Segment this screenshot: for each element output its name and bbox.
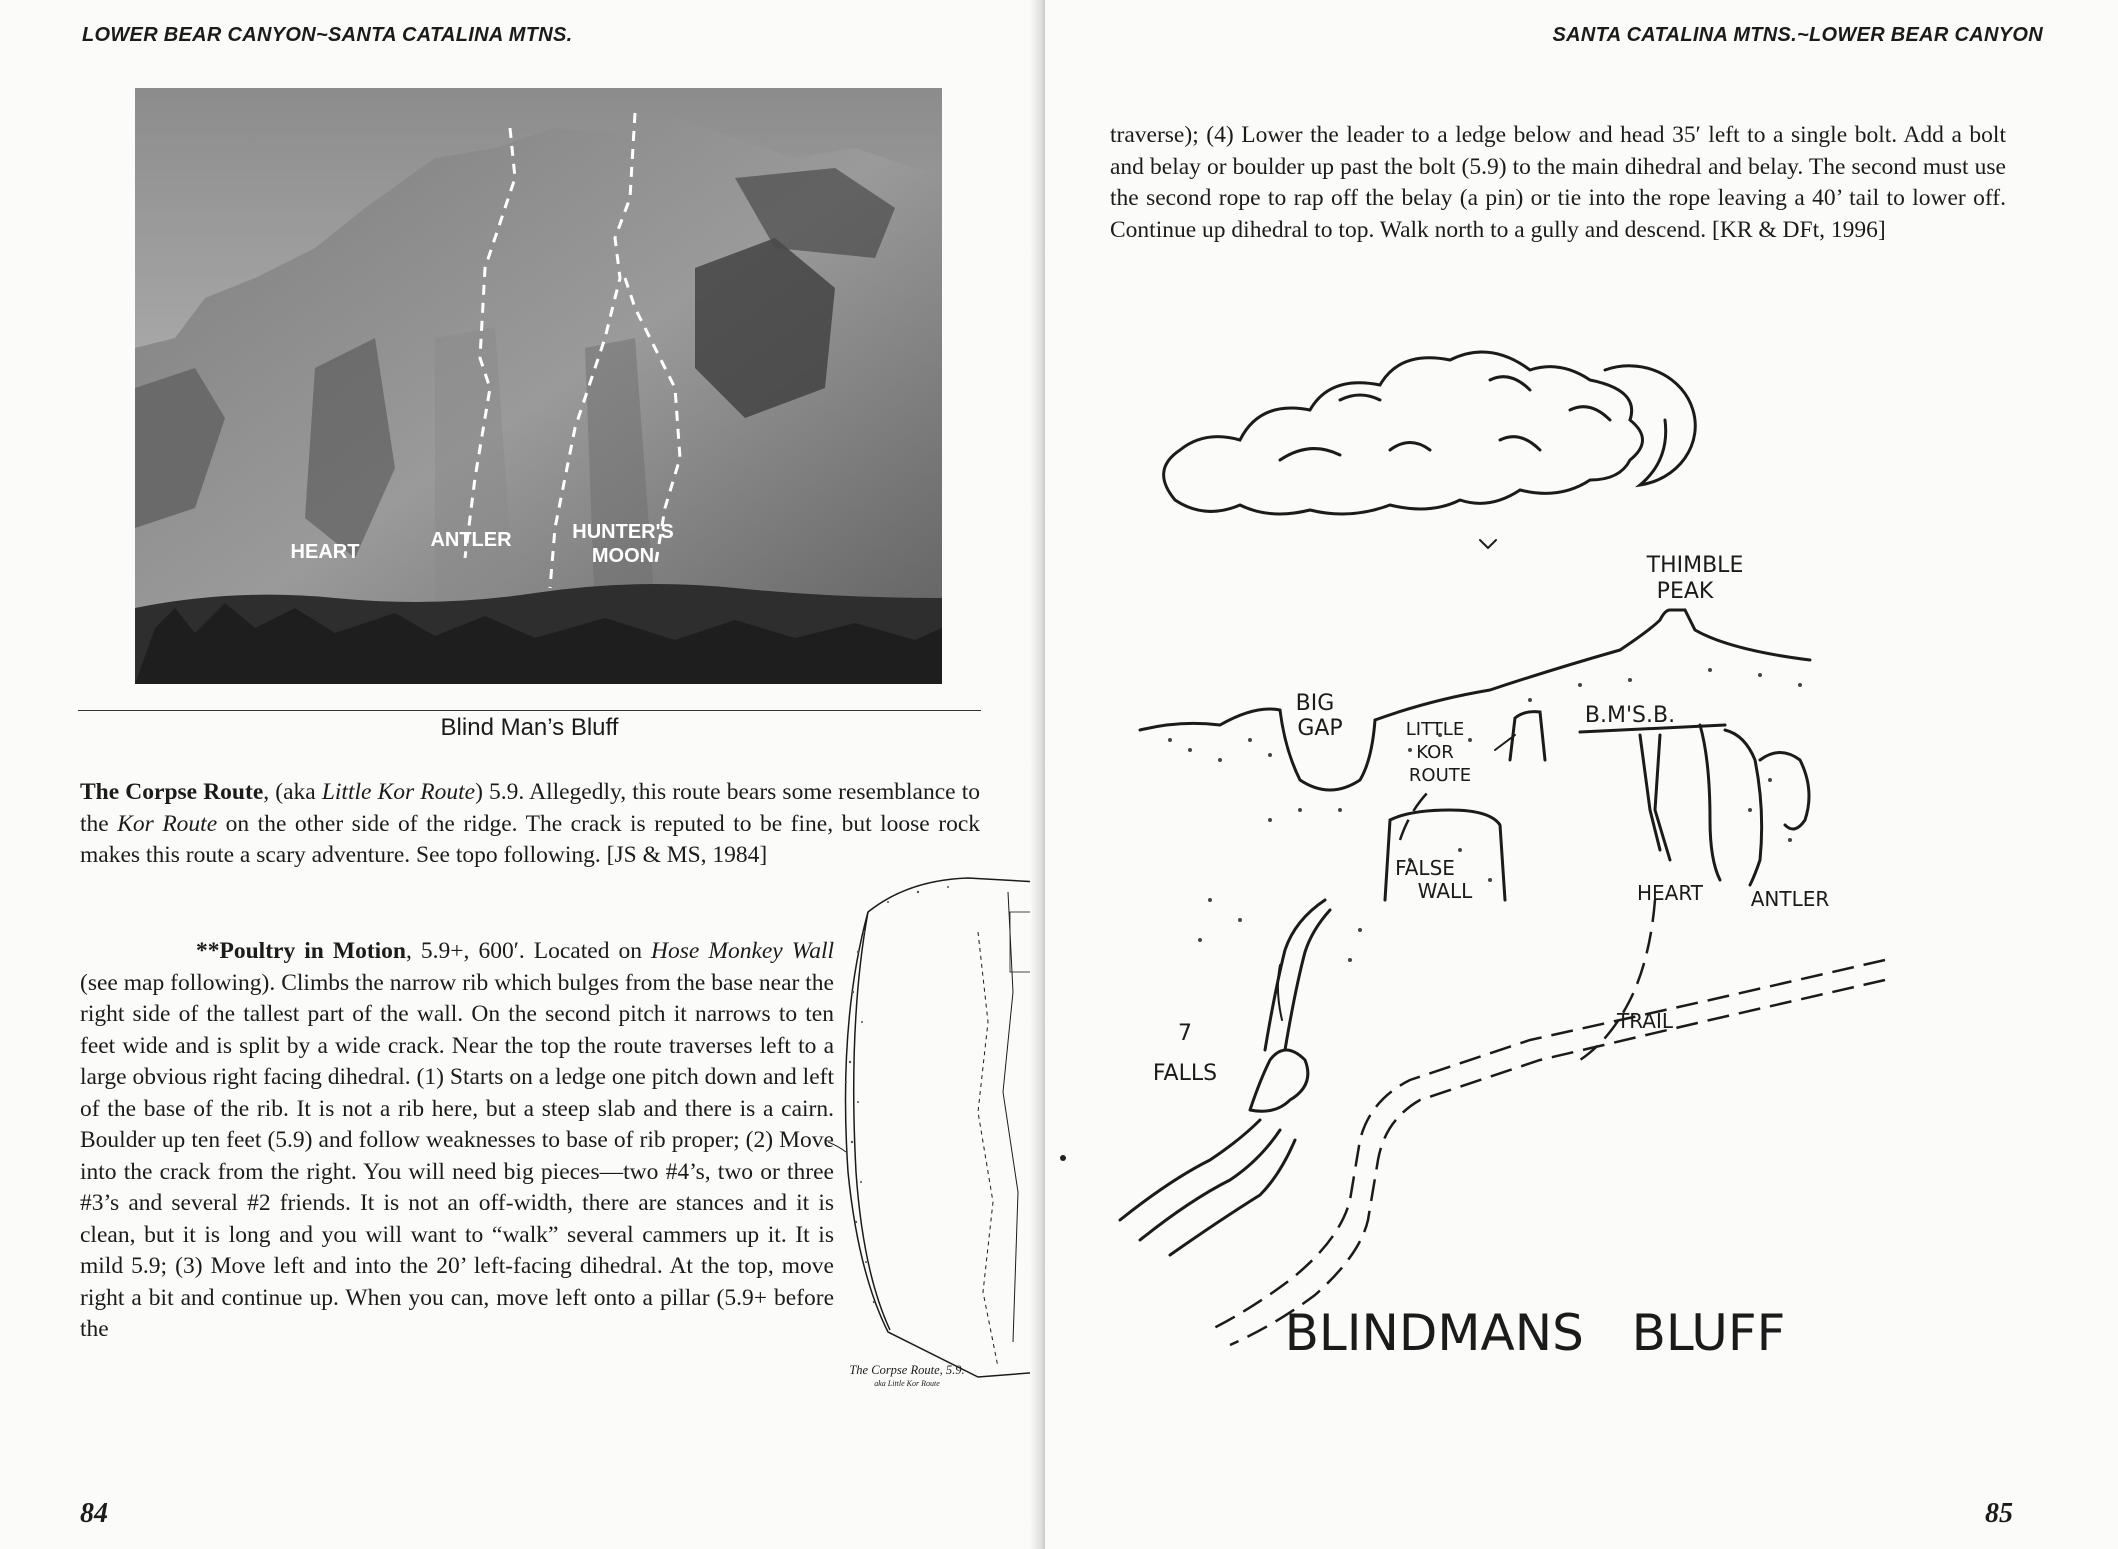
page-number-left: 84 [80, 1498, 108, 1529]
poultry-paragraph [80, 936, 834, 1346]
photo-caption: Blind Man’s Bluff [440, 714, 619, 741]
sketch-label-wall: WALL [1417, 879, 1473, 903]
print-speck [1060, 1155, 1066, 1161]
sketch-label-little: LITTLE [1405, 719, 1465, 740]
running-head-right: SANTA CATALINA MTNS.~LOWER BEAR CANYON [1552, 24, 2043, 46]
sketch-label-seven: 7 [1178, 1021, 1192, 1046]
topo-caption [827, 1363, 987, 1391]
corpse-route-topo [828, 872, 1040, 1392]
poultry-continuation: traverse); (4) Lower the leader to a ledge below and head 35′ left to a single bolt. Add a bolt and belay or boulder up past the bolt (5.9) to the main dihedral and belay. The second must use the second rope to rap off the belay (a pin) or tie into the rope leaving a 40’ tail to lower off. Continue up dihedral to top. Walk north to a gully and descend. [KR & DFt, 1996] [1110, 122, 2006, 243]
photo-label-heart: HEART [290, 541, 360, 563]
sketch-title: BLINDMANS BLUFF [1284, 1304, 1786, 1362]
topo-caption-main: The Corpse Route, 5.9. [849, 1363, 965, 1377]
poultry-text-2: (see map following). Climbs the narrow rib which bulges from the base near the right side of the tallest part of the wall. On the second pitch it narrows to ten feet wide and is split by a wide crack. Near the top the route traverses left to a large obvious right facing dihedral. (1) Starts on a ledge one pitch down and left of the base of the rib. It is not a rib here, but a steep slab and there is a cairn. Boulder up ten feet (5.9) and follow weaknesses to base of rib proper; (2) Move into the crack from the right. You will need big pieces—two #4’s, two or three #3’s and several #2 friends. It is not an off-width, there are stances and it is clean, but it is long and you will want to “walk” several cammers up it. It is mild 5.9; (3) Move left and into the 20’ left-facing dihedral. At the top, move right a bit and continue up. When you can, move left onto a pillar (5.9+ before the [80, 969, 834, 1342]
photo-label-antler: ANTLER [430, 529, 512, 551]
topo-caption-sub: aka Little Kor Route [874, 1379, 940, 1388]
kor-route-name: Kor Route [117, 810, 218, 837]
sketch-label-false: FALSE [1395, 856, 1455, 880]
running-head-left: LOWER BEAR CANYON~SANTA CATALINA MTNS. [82, 24, 573, 46]
sketch-label-gap: GAP [1297, 716, 1343, 741]
sketch-label-bmsb: B.M'S.B. [1584, 703, 1676, 728]
sketch-label-big: BIG [1295, 691, 1335, 716]
blind-mans-bluff-sketch [1110, 340, 1890, 1380]
corpse-text-2: on the other side of the ridge. The crack is reputed to be fine, but loose rock makes this route a scary adventure. See topo following. [JS & MS, 1984] [80, 810, 981, 868]
sketch-label-thimble: THIMBLE [1646, 553, 1744, 578]
poultry-title: Poultry in Motion [219, 938, 406, 964]
sketch-label-falls: FALLS [1152, 1061, 1218, 1086]
hose-monkey-wall: Hose Monkey Wall [651, 938, 835, 964]
corpse-route-title: The Corpse Route [80, 779, 264, 805]
page-number-right: 85 [1985, 1498, 2013, 1529]
corpse-text-1: ) 5.9. Allegedly, this route bears some resemblance to the [80, 779, 980, 837]
corpse-route-paragraph [80, 777, 980, 872]
caption-rule [78, 710, 981, 711]
sketch-label-antler: ANTLER [1750, 887, 1830, 911]
poultry-text-1: , 5.9+, 600′. Located on [406, 938, 652, 964]
corpse-aka-prefix: , (aka [263, 779, 322, 805]
poultry-stars: ** [196, 938, 220, 964]
cliff-photo [135, 88, 942, 684]
sketch-label-heart: HEART [1636, 881, 1704, 905]
sketch-label-route: ROUTE [1408, 765, 1472, 786]
photo-label-moon: MOON [591, 545, 655, 567]
sketch-label-peak: PEAK [1656, 579, 1714, 604]
sketch-label-kor: KOR [1416, 742, 1454, 763]
left-page [0, 0, 1040, 1549]
sketch-label-trail: TRAIL [1616, 1009, 1674, 1033]
corpse-aka-name: Little Kor Route [321, 779, 476, 805]
photo-label-hunters: HUNTER'S [572, 521, 674, 543]
